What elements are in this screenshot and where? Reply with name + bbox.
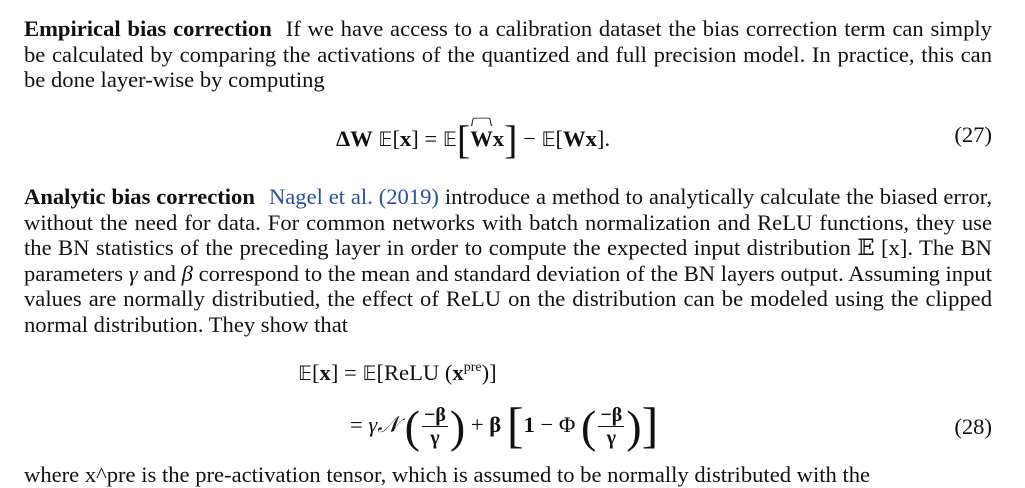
eq27-x-2: x (492, 126, 505, 151)
eq27-delta-w: ΔW (336, 126, 373, 151)
eq27-expectation-3: 𝔼 (541, 128, 556, 151)
eq28-expectation: 𝔼 (362, 362, 377, 385)
equation-number-28: (28) (954, 414, 992, 439)
eq28-beta: β (489, 412, 502, 437)
paragraph-analytic-bias-correction (24, 184, 992, 338)
paragraph-text-a: introduce a method to analytically calculate the biased error, without the need for data. For common networks with batch normalization and ReLU functions, they use the BN statistics of the preceding layer in order to compute the expected input distribution (24, 184, 992, 261)
eq27-expectation-2: 𝔼 (442, 128, 457, 151)
eq27-expectation: 𝔼 (378, 128, 393, 151)
eq28-minus: − (540, 412, 554, 437)
eq28-phi: Φ (558, 412, 576, 437)
equation-28-line-1: 𝔼[x] = 𝔼[ReLU $(x^{pre})$] (298, 360, 497, 385)
truncated-next-line: where x^pre is the pre-activation tensor, which is assumed to be normally distributed with the (24, 462, 871, 487)
eq28-plus: + (470, 412, 484, 437)
equation-27: ΔW 𝔼[x] = 𝔼[Wx] − 𝔼[Wx]. (336, 117, 611, 162)
inline-beta: β (181, 260, 193, 286)
eq27-x-3: x (585, 126, 597, 151)
eq27-w: W (563, 126, 586, 151)
eq28-normal-n: 𝒩 (377, 412, 399, 437)
paragraph-text-c: correspond to the mean and standard deviation of the BN layers output. Assuming input values are normally distributied, the effect of ReLU on the distribution can be modeled using the clipped normal distribution. They show that (24, 260, 992, 337)
eq28-x: x (452, 360, 464, 385)
eq28-relu: ReLU (383, 360, 440, 385)
inline-gamma: γ (128, 260, 138, 286)
eq28-one: 1 (523, 412, 535, 437)
citation-link[interactable]: Nagel et al. (2019) (268, 184, 439, 209)
eq28-expectation-lhs: 𝔼 (298, 362, 313, 385)
eq27-w-hat: W (470, 126, 493, 151)
eq28-equals-1: = (344, 360, 357, 385)
eq28-equals-2: = (350, 412, 363, 437)
paragraph-text: If we have access to a calibration dataset the bias correction term can simply be calculated by comparing the activations of the quantized and full precision model. In practice, this can be done layer-wise by computing (24, 16, 992, 93)
equation-28-line-2: = γ𝒩 ( $\frac{-\beta}{\gamma}$ ) + β [1 − Φ ( $\frac{-\beta}{\gamma}$ )] (350, 397, 659, 453)
eq28-fraction-2: $\frac{-\beta}{\gamma}$ (600, 404, 623, 450)
equation-number-27: (27) (954, 122, 992, 147)
eq27-period: . (604, 126, 611, 151)
inline-expectation-x: 𝔼 [x] (857, 235, 908, 261)
eq28-fraction-1: $\frac{-\beta}{\gamma}$ (423, 404, 446, 450)
eq27-minus: − (523, 126, 536, 151)
eq27-x: x (399, 126, 412, 151)
paragraph-empirical-bias-correction (24, 16, 992, 93)
heading-empirical-bias-correction: Empirical bias correction (24, 16, 272, 41)
heading-analytic-bias-correction: Analytic bias correction (24, 184, 255, 209)
eq28-gamma: γ (368, 412, 378, 437)
eq27-equals: = (424, 126, 438, 151)
inline-and: and (143, 260, 176, 286)
eq28-superscript-pre: pre (463, 360, 482, 375)
paragraph-text-b: . The BN parameters (24, 235, 992, 286)
